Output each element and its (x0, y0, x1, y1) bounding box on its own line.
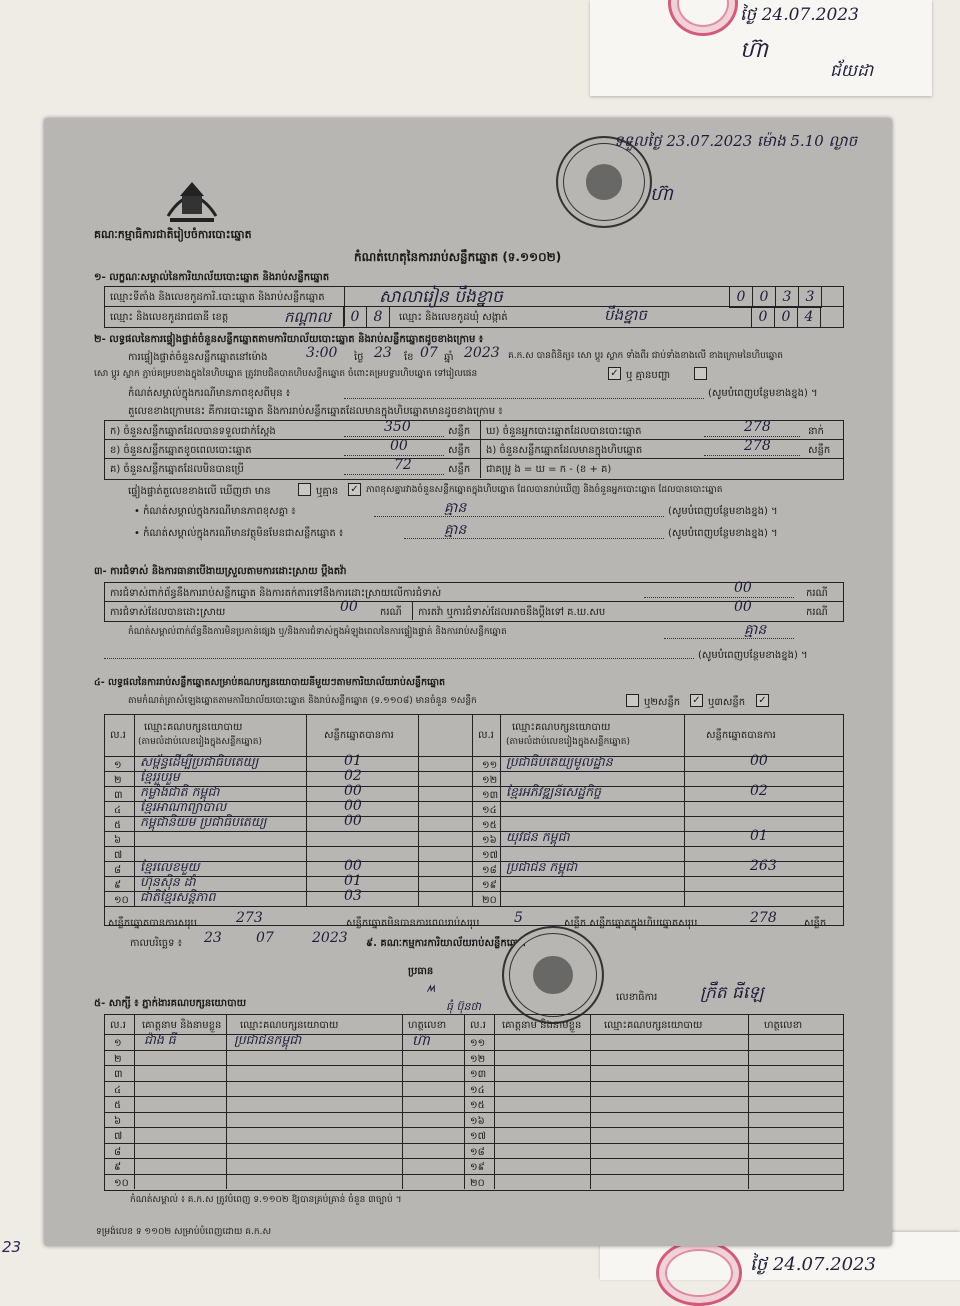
box-ballots-label: ង) ចំនួនសន្លឹកឆ្នោតដែលមានក្នុងហិបឆ្នោត (486, 445, 643, 456)
col-header-party: ឈ្មោះគណបក្សនយោបាយ (512, 722, 611, 733)
result-row-no: ២ (114, 775, 122, 786)
province-code: 0 8 (344, 306, 390, 328)
lock-alt-checkbox[interactable] (694, 367, 707, 380)
result-row-votes: 00 (344, 783, 362, 799)
verify-month: 07 (420, 345, 438, 361)
president-name: ធុំ ប៊ុនថា (446, 1000, 481, 1013)
result-row-no: ១ (114, 760, 122, 771)
received-ballots-label: ក) ចំនួនសន្លឹកឆ្នោតដែលបានទទួលជាក់ស្ដែង (110, 426, 276, 437)
top-signer-name: ជ័យដា (830, 61, 874, 81)
report-date-label: កាលបរិច្ឆេទ ៖ (130, 938, 183, 949)
result-row-votes: 02 (750, 783, 768, 799)
total-valid-value: 273 (236, 910, 263, 926)
objections-label: ការជំទាស់ពាក់ព័ន្ធនឹងការរាប់សន្លឹកឆ្នោត និងការតក់តារទៅនឹងការដោះស្រាយលើការជំទាស់ (110, 588, 442, 599)
result-row-no: ១២ (482, 775, 498, 786)
sheets-1-checkbox[interactable] (626, 694, 639, 707)
station-code: 0 0 3 3 (730, 286, 822, 308)
witness-col-name: គោត្តនាម និងនាមខ្លួន (502, 1020, 582, 1031)
witness-row-no: ១ (114, 1038, 122, 1049)
witness-row-no: ៤ (114, 1084, 122, 1096)
sheets-2-label: ឬ២សន្លឹក (644, 697, 681, 708)
total-spoiled-label: សន្លឹកឆ្នោតមិនបានការពេលរាប់សរុប (346, 918, 480, 929)
section1-heading: ១- លក្ខណៈសម្គាល់នៃការិយាល័យបោះឆ្នោត និងរាប់សន្លឹកឆ្នោត (94, 272, 330, 283)
objection-note-hint: (សូមបំពេញបន្ថែមខាងខ្នង) ។ (698, 650, 808, 661)
witness-row-no: ១៣ (470, 1069, 487, 1080)
appeal-label: ការតវ៉ា ឬការជំទាស់ដែលអាចនឹងប្ដឹងទៅ គ.ឃ.សប (418, 607, 606, 618)
resolved-label: ការជំទាស់ដែលបានដោះស្រាយ (110, 607, 226, 618)
witness-col-no: ល.រ (470, 1020, 486, 1031)
figures-intro: តួលេខខាងក្រោមនេះ គឺការបោះឆ្នោត និងការរាប់សន្លឹកឆ្នោតដែលមានក្នុងហិបឆ្នោតមានដូចខាងក្រោម ៖ (128, 406, 503, 417)
sheets-3-checkbox[interactable]: ✓ (756, 694, 769, 707)
footnote: កំណត់សម្គាល់ ៖ គ.ក.ស ត្រូវបំពេញ ទ.១១០២ ឱ្យបានគ្រប់គ្រាន់ ចំនួន ៣ច្បាប់ ។ (130, 1195, 402, 1205)
station-label: ឈ្មោះទីតាំង និងលេខកូដការិ.បោះឆ្នោត និងរាប់សន្លឹកឆ្នោត (110, 292, 325, 303)
unused-ballots-unit: សន្លឹក (448, 464, 471, 475)
witness-row-party: ប្រជាជនកម្ពុជា (234, 1032, 302, 1047)
province-name: កណ្ដាល (284, 308, 331, 326)
results-intro: តាមកំណត់ត្រាសំឡេងឆ្នោតតាមការិយាល័យបោះឆ្នោត និងរាប់សន្លឹកឆ្នោត (ទ.១១០៨) មានចំនួន ១សន្លឹក (128, 696, 477, 706)
foreign-object-note-label: • កំណត់សម្គាល់ក្នុងករណីមានវត្ថុមិនមែនជាសន្លឹកឆ្នោត ៖ (134, 528, 344, 539)
result-row-votes: 00 (344, 798, 362, 814)
commune-label: ឈ្មោះ និងលេខកូដឃុំ សង្កាត់ (399, 312, 508, 323)
province-label: ឈ្មោះ និងលេខកូដរាជធានី ខេត្ត (110, 312, 229, 323)
result-row-votes: 01 (750, 828, 768, 844)
objection-note-label: កំណត់សម្គាល់ពាក់ព័ន្ធនឹងការមិនប្រកាន់ផ្សេង ឬ/និងការជំទាស់ក្នុងអំឡុងពេលនៃការផ្ទៀងផ្ទាត់ និងការរាប់សន្លឹកឆ្នោត (128, 627, 507, 637)
verify-time: 3:00 (306, 345, 338, 361)
national-election-committee-logo-icon (162, 172, 222, 228)
result-row-votes: 01 (344, 873, 362, 889)
committee-name: គណៈកម្មាធិការជាតិរៀបចំការបោះឆ្នោត (94, 228, 252, 241)
result-row-votes: 02 (344, 768, 362, 784)
president-signature: ᔿ (424, 980, 435, 1004)
discrepancy-note-hint: (សូមបំពេញបន្ថែមខាងខ្នង) ។ (668, 506, 778, 517)
result-row-no: ៧ (114, 850, 123, 861)
box-ballots-value: 278 (744, 438, 771, 454)
discrepancy-note-label: • កំណត់សម្គាល់ក្នុងករណីមានភាពខុសគ្នា ៖ (134, 506, 296, 517)
station-name: សាលារៀន បឹងខ្នាច (379, 287, 503, 307)
page-title: កំណត់ហេតុនៃការរាប់សន្លឹកឆ្នោត (ទ.១១០២) (354, 250, 562, 264)
witness-row-no: ៣ (114, 1069, 123, 1080)
difference-no-label: ឬគ្មាន (316, 486, 339, 497)
resolved-unit: ករណី (380, 607, 402, 618)
verify-month-label: ខែ (404, 352, 414, 363)
section2-heading: ២- លទ្ធផលនៃការផ្ទៀងផ្ទាត់ចំនួនសន្លឹកឆ្នោតតាមការិយាល័យបោះឆ្នោត និងរាប់សន្លឹកឆ្នោតដូចខាងក្រោម ៖ (94, 334, 484, 345)
voters-label: ឃ) ចំនួនអ្នកបោះឆ្នោតដែលបានបោះឆ្នោត (486, 426, 642, 437)
verify-time-label: ការផ្ទៀងផ្ទាត់ចំនួនសន្លឹកឆ្នោតនៅម៉ោង (128, 352, 268, 363)
col-header-votes: សន្លឹកឆ្នោតបានការ (324, 730, 394, 741)
verify-day-label: ថ្ងៃ (354, 352, 364, 363)
witness-row-no: ៦ (114, 1115, 122, 1127)
total-box-label: សន្លឹក សន្លឹកឆ្នោតក្នុងហិបឆ្នោតសរុប (564, 918, 698, 929)
top-signature: ហ៊ា (740, 38, 768, 63)
spoiled-ballots-label: ខ) ចំនួនសន្លឹកឆ្នោតខូចពេលបោះឆ្នោត (110, 445, 252, 456)
total-box-value: 278 (750, 910, 777, 926)
unused-ballots-value: 72 (394, 457, 412, 473)
result-row-party: ប្រជាធិបតេយ្យមូលដ្ឋាន (506, 754, 613, 769)
witness-row-no: ២០ (470, 1177, 485, 1189)
result-row-party: ប្រជាជន កម្ពុជា (506, 859, 578, 874)
witness-row-name: ជ៉ាង ធី (144, 1032, 176, 1047)
witness-col-name: គោត្តនាម និងនាមខ្លួន (142, 1020, 222, 1031)
report-date-year: 2023 (312, 930, 348, 946)
verify-day: 23 (374, 345, 392, 361)
result-row-votes: 01 (344, 753, 362, 769)
section4-heading: ៤- លទ្ធផលនៃការរាប់សន្លឹកឆ្នោតសម្រាប់គណបក្សនយោបាយនីមួយៗតាមការិយាល័យរាប់សន្លឹកឆ្នោត (94, 677, 446, 688)
spoiled-ballots-unit: សន្លឹក (448, 445, 471, 456)
result-row-party: ជាតិខ្មែរសន្តិភាព (140, 889, 216, 904)
result-row-votes: 00 (344, 858, 362, 874)
received-ballots-unit: សន្លឹក (448, 426, 471, 437)
witness-row-no: ១១ (470, 1038, 486, 1049)
president-label: ប្រធាន (408, 966, 434, 977)
witness-col-party: ឈ្មោះគណបក្សនយោបាយ (604, 1020, 703, 1031)
discrepancy-note-value: គ្មាន (444, 500, 467, 516)
result-row-no: ១៥ (482, 820, 497, 831)
witness-row-no: ១៥ (470, 1100, 485, 1111)
formula-label: ជាគម្រូ ង = ឃ = ក - (ខ + គ) (486, 464, 612, 475)
result-row-no: ៩ (114, 880, 122, 891)
result-row-no: ៤ (114, 805, 122, 816)
foreign-object-note-hint: (សូមបំពេញបន្ថែមខាងខ្នង) ។ (668, 528, 778, 539)
verify-year-label: ឆ្នាំ (444, 352, 454, 363)
result-row-no: ១៨ (482, 865, 497, 876)
lock-ok-checkbox[interactable]: ✓ (608, 367, 621, 380)
result-row-party: ខ្មែរលេខមួយ (140, 859, 200, 874)
objections-value: 00 (734, 580, 752, 596)
difference-check-label: ផ្ទៀងផ្ទាត់តួលេខខាងលើ ឃើញថា មាន (128, 486, 271, 497)
col-header-no: ល.រ (110, 730, 126, 741)
witness-row-no: ៩ (114, 1162, 122, 1173)
col-header-party-sub: (តាមលំដាប់លេខរៀងក្នុងសន្លឹកឆ្នោត) (138, 737, 262, 747)
bottom-date-note: ថ្ងៃ 24.07.2023 (750, 1254, 876, 1275)
ballot-count-report (44, 118, 892, 1246)
witness-row-no: ១០ (114, 1177, 129, 1189)
witness-row-no: ១៧ (470, 1131, 486, 1142)
witness-row-no: ៨ (114, 1146, 122, 1158)
difference-note-hint: (សូមបំពេញបន្ថែមខាងខ្នង) ។ (708, 388, 818, 399)
result-row-party: ខ្មែរអភិវឌ្ឍន៍សេដ្ឋកិច្ច (506, 784, 601, 799)
witness-row-no: ១៨ (470, 1146, 485, 1158)
result-row-party: សម្ព័ន្ធដើម្បីប្រជាធិបតេយ្យ (140, 754, 259, 769)
result-row-party: ខ្មែរអាណាព្យាបាល (140, 799, 227, 814)
witness-row-no: ៥ (114, 1100, 122, 1111)
total-valid-label: សន្លឹកឆ្នោតបានការសរុប (108, 918, 197, 929)
commune-name: បឹងខ្នាច (604, 306, 647, 324)
voters-value: 278 (744, 419, 771, 435)
result-row-party: កម្លាំងជាតិ កម្ពុជា (140, 784, 220, 799)
difference-yes-checkbox[interactable] (298, 483, 311, 496)
witness-row-sign: ហ៊ា (412, 1033, 430, 1049)
witness-col-no: ល.រ (110, 1020, 126, 1031)
witness-row-no: ១២ (470, 1053, 486, 1065)
form-note: ទម្រង់លេខ ទ ១១០២ សម្រាប់បំពេញដោយ គ.ក.ស (96, 1227, 272, 1237)
total-spoiled-value: 5 (514, 910, 523, 926)
result-row-votes: 00 (344, 813, 362, 829)
col-header-party-sub: (តាមលំដាប់លេខរៀងក្នុងសន្លឹកឆ្នោត) (506, 737, 630, 747)
received-signature: ហ៊ា (650, 184, 673, 205)
report-date-day: 23 (204, 930, 222, 946)
result-row-no: ៥ (114, 820, 122, 831)
top-date-note: ថ្ងៃ 24.07.2023 (740, 5, 859, 25)
result-row-no: ១១ (482, 760, 498, 771)
received-ballots-value: 350 (384, 419, 411, 435)
unused-ballots-label: គ) ចំនួនសន្លឹកឆ្នោតដែលមិនបានប្រើ (110, 464, 244, 475)
lock-alt-label: ឬ គ្មានបញ្ហា (626, 370, 671, 381)
verify-text-2: សោ ប្ដូរ ស្លាក ភ្ជាប់គម្របខាងក្នុងនៃហិបឆ្នោត ត្រូវរាបជិតបាតហិបសន្លឹកឆ្នោត ចំពោះគម្របទ្វារហិបឆ្នោត ទៅរៀលផេន (94, 369, 478, 379)
witness-row-no: ១៩ (470, 1162, 485, 1173)
verify-text: គ.ក.ស បានពិនិត្យ៖ សោ ប្ដូរ ស្លាក ទាំងពីរ ជាប់ទាំងខាងលើ ខាងក្រោមនៃហិបឆ្នោត (508, 351, 784, 361)
sheets-2-checkbox[interactable]: ✓ (690, 694, 703, 707)
objection-note-value: គ្មាន (744, 622, 767, 638)
spoiled-ballots-value: 00 (390, 438, 408, 454)
report-date-month: 07 (256, 930, 274, 946)
foreign-object-note-value: គ្មាន (444, 522, 467, 538)
verify-year: 2023 (464, 345, 500, 361)
result-row-votes: 263 (750, 858, 777, 874)
red-stamp-icon (656, 1240, 742, 1306)
witness-row-no: ៧ (114, 1131, 123, 1142)
section5-heading: ៥- សាក្សី ៖ ភ្នាក់ងារគណបក្សនយោបាយ (94, 998, 247, 1009)
difference-note-label: កំណត់សម្គាល់ក្នុងករណីមានភាពខុសពីមុន ៖ (128, 388, 291, 399)
result-row-no: ៨ (114, 865, 122, 876)
result-row-party: កម្ពុជានិយម ប្រជាធិបតេយ្យ (140, 814, 267, 829)
result-row-no: ១៣ (482, 790, 499, 801)
top-receipt-paper (590, 0, 932, 96)
appeal-unit: ករណី (806, 607, 828, 618)
witness-row-no: ១៦ (470, 1115, 485, 1127)
secretary-label: លេខាធិការ (616, 992, 658, 1003)
result-row-party: ហ៊ុនស៊ិន ដាំ (140, 874, 196, 889)
sheets-3-label: ឬ៣សន្លឹក (708, 697, 746, 708)
result-row-votes: 00 (750, 753, 768, 769)
result-row-votes: 03 (344, 888, 362, 904)
col-header-party: ឈ្មោះគណបក្សនយោបាយ (144, 722, 243, 733)
result-row-no: ១៤ (482, 805, 497, 816)
result-row-no: ១៦ (482, 835, 497, 846)
witness-row-no: ១៤ (470, 1084, 485, 1096)
commune-code: 0 0 4 (752, 306, 821, 328)
witness-col-sign: ហត្ថលេខា (408, 1020, 447, 1031)
committee-sign-label: ៩. គណៈកម្មការការិយាល័យរាប់សន្លឹកឆ្នោត (366, 938, 526, 949)
appeal-value: 00 (734, 599, 752, 615)
result-row-no: ១៩ (482, 880, 497, 891)
voters-unit: នាក់ (808, 426, 824, 437)
witness-col-sign: ហត្ថលេខា (764, 1020, 803, 1031)
witness-row-no: ២ (114, 1053, 122, 1065)
corner-note: 23 (2, 1238, 22, 1256)
result-row-no: ៦ (114, 835, 122, 846)
result-row-no: ១០ (114, 895, 129, 906)
result-row-party: យុវជន កម្ពុជា (506, 829, 570, 844)
red-stamp-icon (668, 0, 738, 36)
result-row-no: ១៧ (482, 850, 498, 861)
result-row-no: ៣ (114, 790, 123, 801)
polling-station-stamp-icon (502, 926, 604, 1024)
box-ballots-unit: សន្លឹក (808, 445, 831, 456)
total-box-unit: សន្លឹក (804, 918, 827, 929)
section3-heading: ៣- ការជំទាស់ និងការធានាបើងាយស្រួលតាមការដោះស្រាយ ប្ដឹងតវ៉ា (94, 566, 347, 577)
witness-col-party: ឈ្មោះគណបក្សនយោបាយ (240, 1020, 339, 1031)
difference-no-checkbox[interactable]: ✓ (348, 483, 361, 496)
received-note: ទទួលថ្ងៃ 23.07.2023 ម៉ោង 5.10 ល្ងាច (614, 132, 858, 150)
result-row-no: ២០ (482, 895, 497, 906)
col-header-no: ល.រ (478, 730, 494, 741)
difference-check-text: ភាពខុសគ្នារវាងចំនួនសន្លឹកឆ្នោតក្នុងហិបឆ្នោត ដែលបានរាប់ឃើញ និងចំនួនអ្នកបោះឆ្នោត ដែលបានបោះឆ្នោត (366, 485, 723, 495)
resolved-value: 00 (340, 599, 358, 615)
col-header-votes: សន្លឹកឆ្នោតបានការ (706, 730, 776, 741)
secretary-name: ក្រឹត ធីឡេ (700, 983, 764, 1003)
result-row-party: ខ្មែររួបរួម (140, 769, 180, 784)
objections-unit: ករណី (806, 588, 828, 599)
